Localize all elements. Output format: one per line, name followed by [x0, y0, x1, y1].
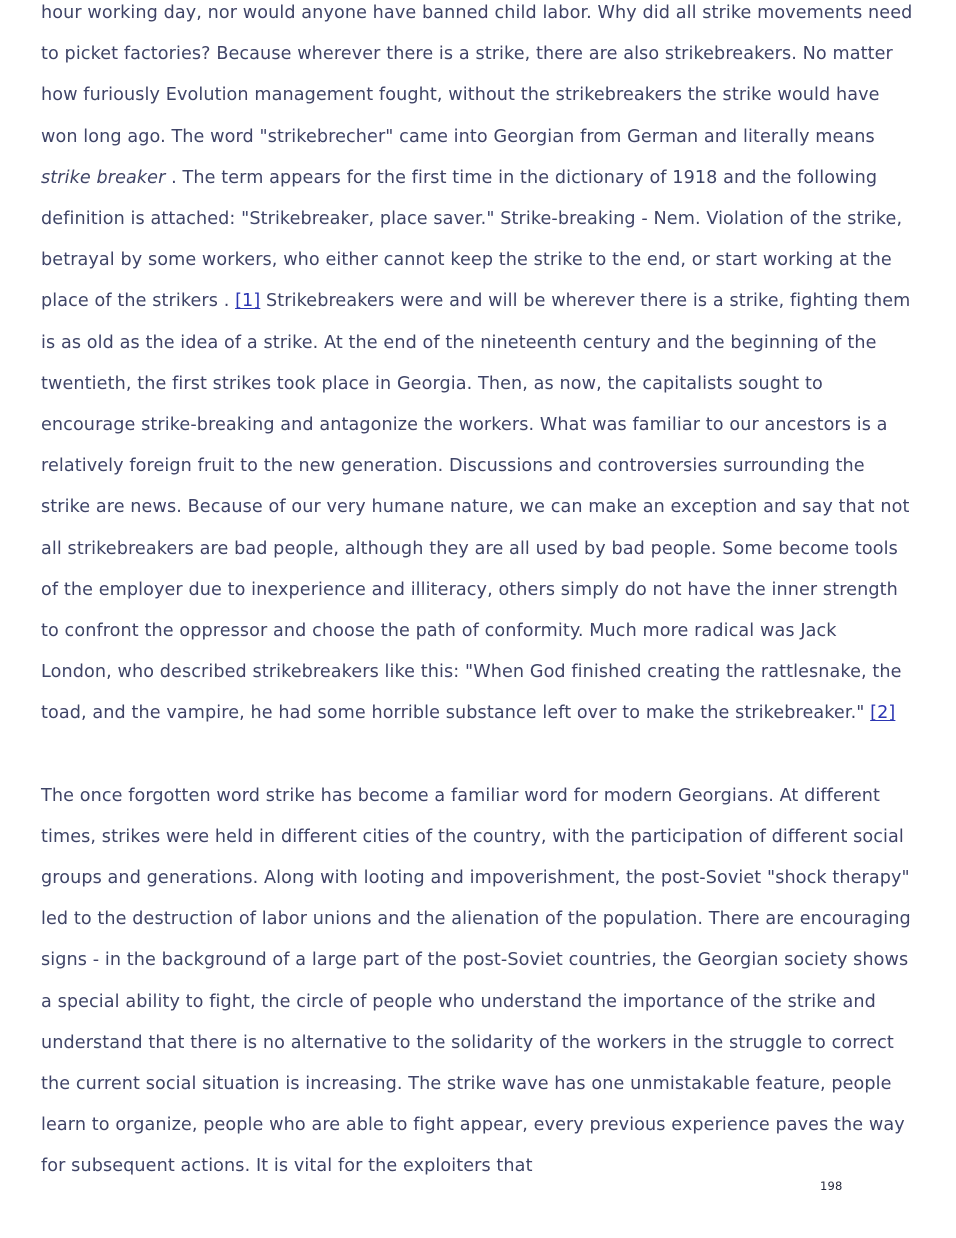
page-number: 198	[820, 1179, 843, 1193]
text-run: The once forgotten word strike has become a familiar word for modern Georgians. At different times, strikes were held in different cities of the country, with the participation of different social groups and generations. Along with looting and impoverishment, the post-Soviet "shock therapy" led to the destruction of labor unions and the alienation of the population. There are encouraging signs - in the background of a large part of the post-Soviet countries, the Georgian society shows a special ability to fight, the circle of people who understand the importance of the strike and understand that there is no alternative to the solidarity of the workers in the struggle to correct the current social situation is increasing. The strike wave has one unmistakable feature, people learn to organize, people who are able to fight appear, every previous experience paves the way for subsequent actions. It is vital for the exploiters that	[41, 785, 911, 1177]
article-text	[41, 0, 913, 1229]
paragraph	[41, 0, 913, 735]
italic-text-run: strike breaker	[41, 167, 166, 188]
text-run: . The term appears for the first time in the dictionary of 1918 and the following definition is attached: "Strikebreaker, place saver." Strike-breaking - Nem. Violation of the strike, betrayal by some workers, who either cannot keep the strike to the end, or start working at the place of the strikers .	[41, 167, 903, 312]
footnote-link-2[interactable]: [2]	[870, 703, 896, 724]
text-run: Strikebreakers were and will be wherever there is a strike, fighting them is as old as the idea of a strike. At the end of the nineteenth century and the beginning of the twentieth, the first strikes took place in Georgia. Then, as now, the capitalists sought to encourage strike-breaking and antagonize the workers. What was familiar to our ancestors is a relatively foreign fruit to the new generation. Discussions and controversies surrounding the strike are news. Because of our very humane nature, we can make an exception and say that not all strikebreakers are bad people, although they are all used by bad people. Some become tools of the employer due to inexperience and illiteracy, others simply do not have the inner strength to confront the oppressor and choose the path of conformity. Much more radical was Jack London, who described strikebreakers like this: "When God finished creating the rattlesnake, the toad, and the vampire, he had some horrible substance left over to make the strikebreaker."	[41, 291, 911, 724]
text-run: hour working day, nor would anyone have banned child labor. Why did all strike movements need to picket factories? Because wherever there is a strike, there are also strikebreakers. No matter how furiously Evolution management fought, without the strikebreakers the strike would have won long ago. The word "strikebrecher" came into Georgian from German and literally means	[41, 3, 913, 147]
paragraph	[41, 776, 913, 1188]
footnote-link-1[interactable]: [1]	[235, 291, 261, 312]
